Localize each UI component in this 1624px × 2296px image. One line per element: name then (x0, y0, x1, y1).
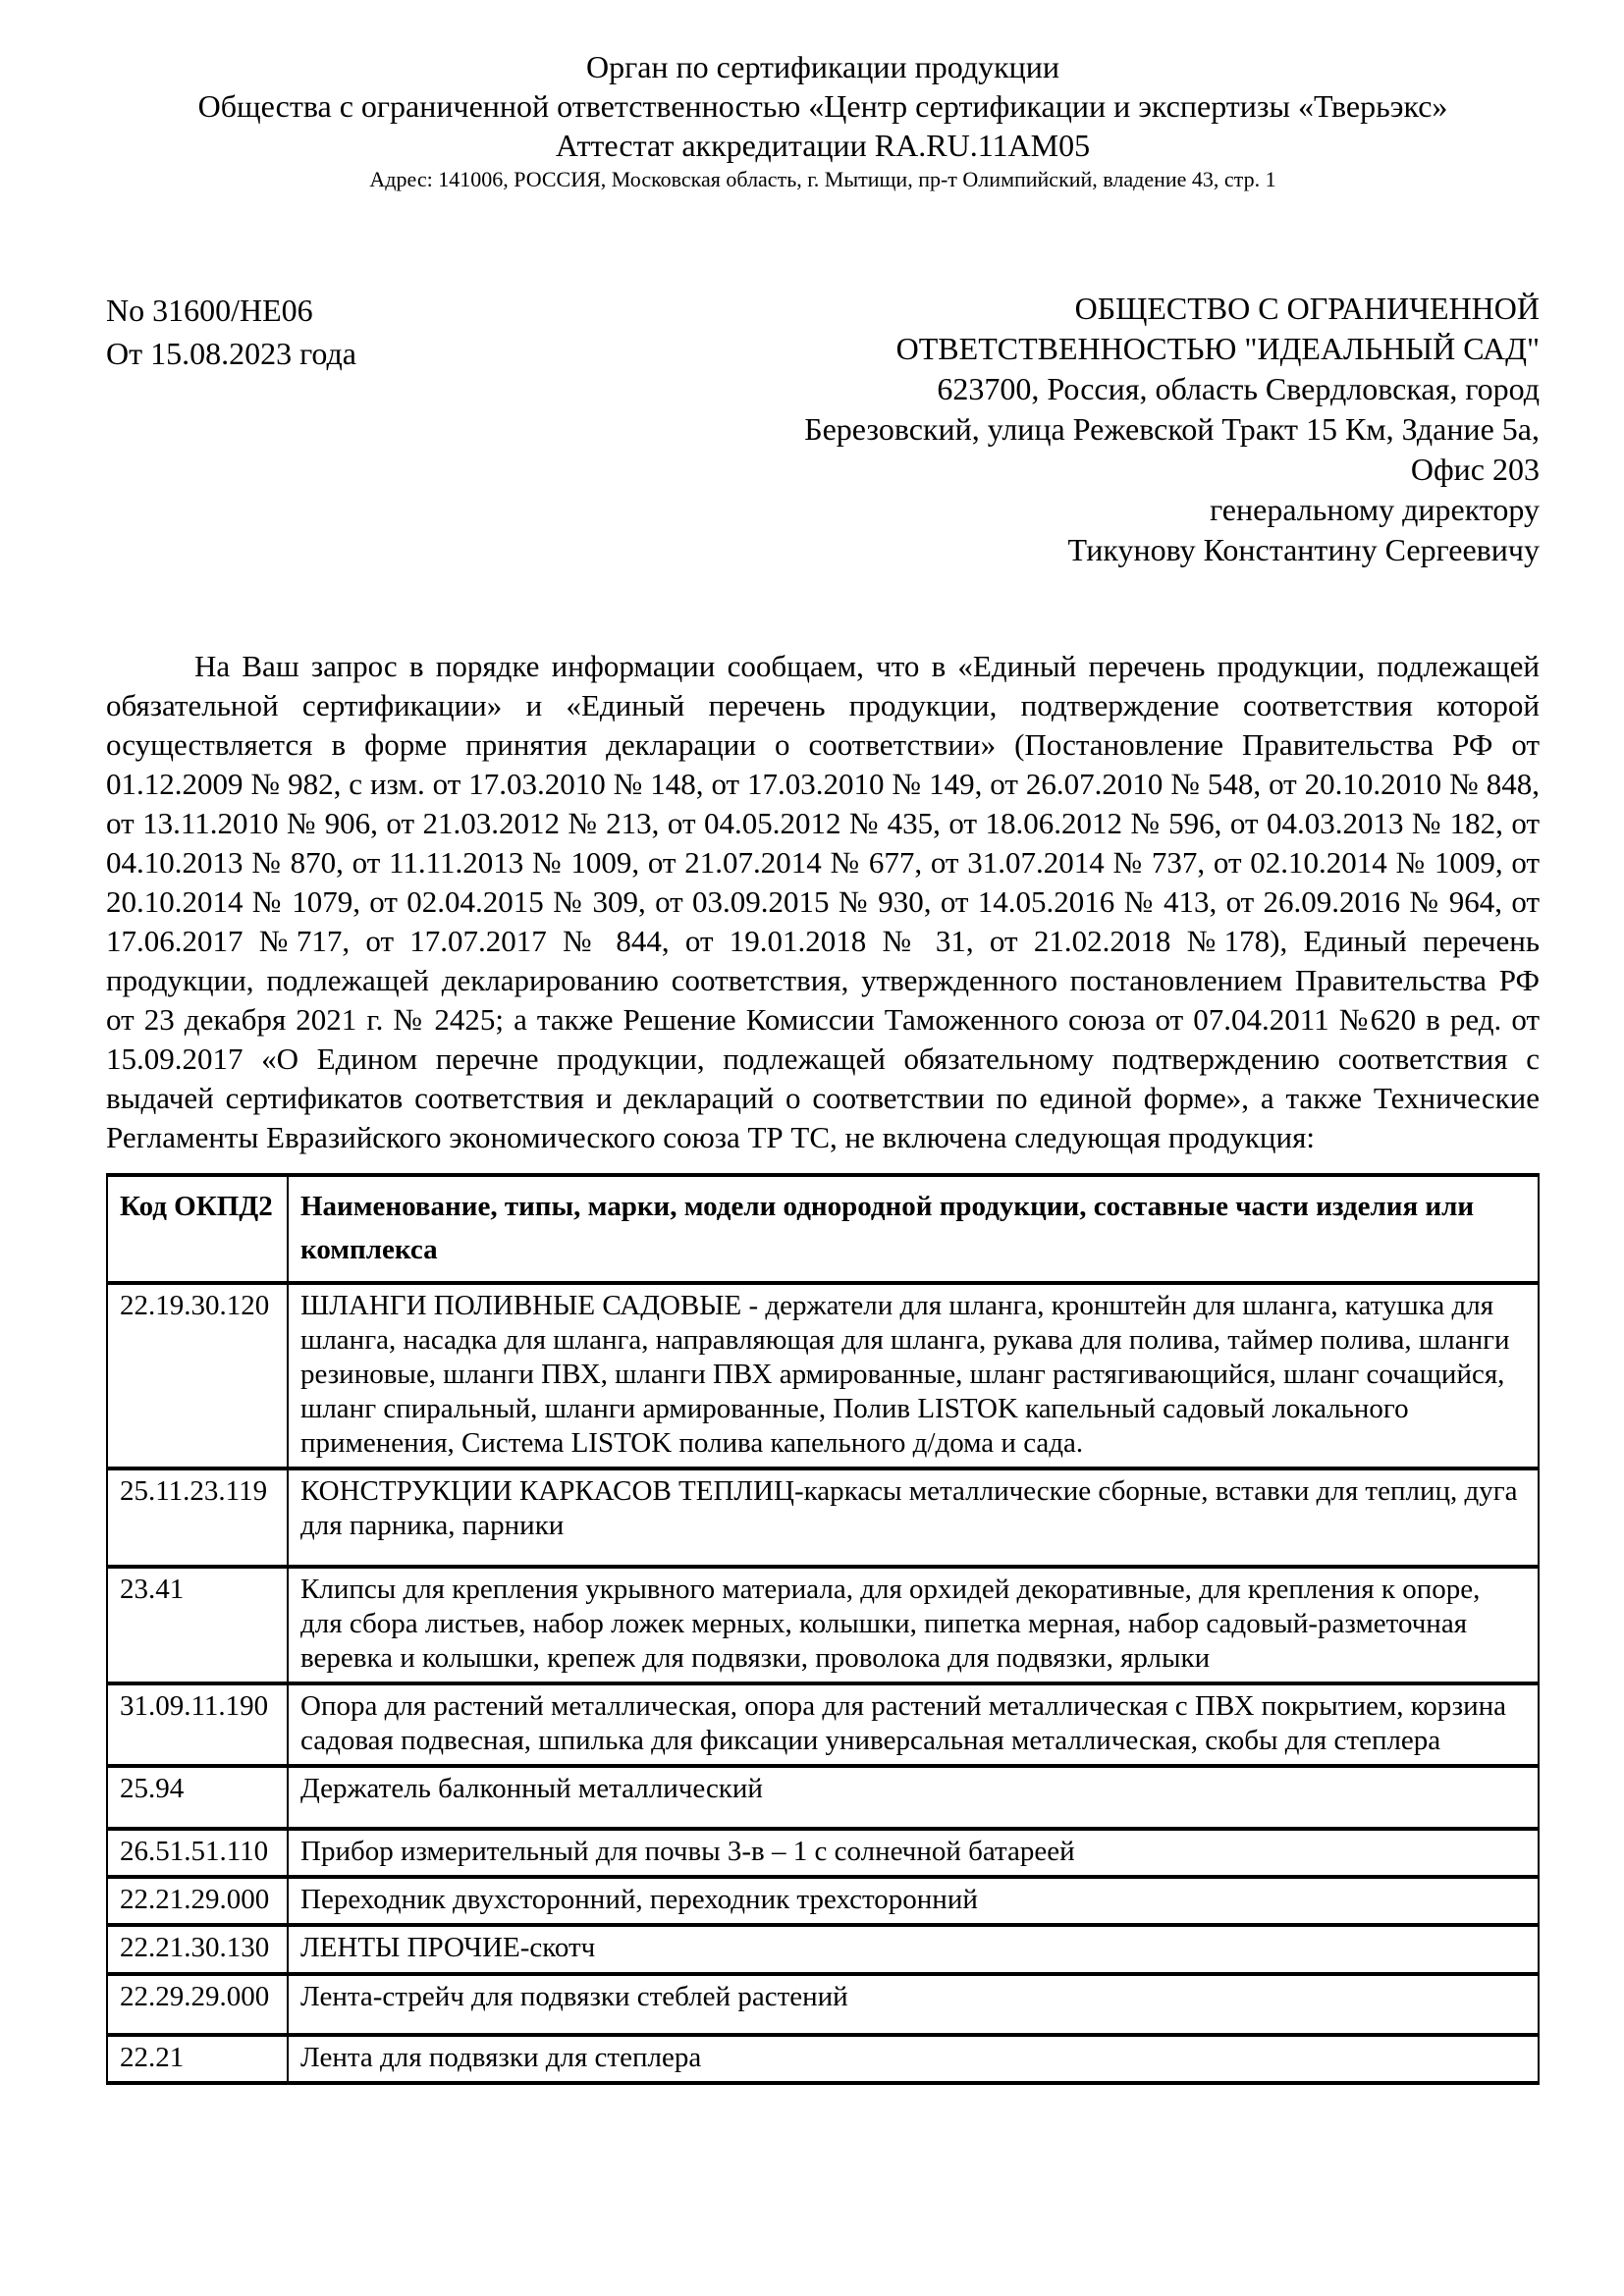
product-name-cell: Лента для подвязки для степлера (288, 2035, 1539, 2083)
okpd-code-cell: 22.21 (107, 2035, 288, 2083)
products-table-head (107, 1175, 1539, 1283)
table-row (107, 1974, 1539, 2035)
product-name-cell: КОНСТРУКЦИИ КАРКАСОВ ТЕПЛИЦ-каркасы металлические сборные, вставки для теплиц, дуга для парника, парники (288, 1468, 1539, 1567)
okpd-code-cell: 26.51.51.110 (107, 1829, 288, 1877)
okpd-code-cell: 22.29.29.000 (107, 1974, 288, 2035)
recipient-line: Офис 203 (1410, 452, 1540, 487)
product-name-header: Наименование, типы, марки, модели однородной продукции, составные части изделия или комплекса (288, 1175, 1539, 1283)
reference-block (106, 289, 356, 570)
recipient-line: Березовский, улица Режевской Тракт 15 Км, Здание 5а, (804, 411, 1540, 447)
table-row (107, 1468, 1539, 1567)
okpd-code-cell: 22.19.30.120 (107, 1283, 288, 1468)
okpd-code-cell: 22.21.29.000 (107, 1877, 288, 1925)
recipient-block (804, 289, 1540, 570)
table-header-row (107, 1175, 1539, 1283)
product-name-cell: Опора для растений металлическая, опора для растений металлическая с ПВХ покрытием, корзина садовая подвесная, шпилька для фиксации универсальная металлическая, скобы для степлера (288, 1683, 1539, 1766)
table-row (107, 2035, 1539, 2083)
recipient-line: генеральному директору (1210, 492, 1540, 527)
product-name-cell: Переходник двухсторонний, переходник трехсторонний (288, 1877, 1539, 1925)
product-name-cell: ЛЕНТЫ ПРОЧИЕ-скотч (288, 1925, 1539, 1974)
recipient-line: ОТВЕТСТВЕННОСТЬЮ "ИДЕАЛЬНЫЙ САД" (895, 331, 1540, 366)
product-name-cell: Держатель балконный металлический (288, 1766, 1539, 1829)
letterhead-address-line: Адрес: 141006, РОССИЯ, Московская область, г. Мытищи, пр-т Олимпийский, владение 43, стр. 1 (369, 167, 1276, 191)
table-row (107, 1877, 1539, 1925)
okpd-code-cell: 23.41 (107, 1567, 288, 1683)
okpd-code-cell: 25.11.23.119 (107, 1468, 288, 1567)
letterhead-org-type: Орган по сертификации продукции (585, 49, 1060, 84)
table-row (107, 1925, 1539, 1974)
body-paragraph: На Ваш запрос в порядке информации сообщаем, что в «Единый перечень продукции, подлежащей обязательной сертификации» и «Единый перечень продукции, подтверждение соответствия которой осуществляется в форме принятия декларации о соответствии» (Постановление Правительства РФ от 01.12.2009 № 982, с изм. от 17.03.2010 № 148, от 17.03.2010 № 149, от 26.07.2010 № 548, от 20.10.2010 № 848, от 13.11.2010 № 906, от 21.03.2012 № 213, от 04.05.2012 № 435, от 18.06.2012 № 596, от 04.03.2013 № 182, от 04.10.2013 № 870, от 11.11.2013 № 1009, от 21.07.2014 № 677, от 31.07.2014 № 737, от 02.10.2014 № 1009, от 20.10.2014 № 1079, от 02.04.2015 № 309, от 03.09.2015 № 930, от 14.05.2016 № 413, от 26.09.2016 № 964, от 17.06.2017 №717, от 17.07.2017 № 844, от 19.01.2018 № 31, от 21.02.2018 №178), Единый перечень продукции, подлежащей декларированию соответствия, утвержденного постановлением Правительства РФ от 23 декабря 2021 г. № 2425; а также Решение Комиссии Таможенного союза от 07.04.2011 №620 в ред. от 15.09.2017 «О Едином перечне продукции, подлежащей обязательному подтверждению соответствия с выдачей сертификатов соответствия и деклараций о соответствии по единой форме», а также Технические Регламенты Евразийского экономического союза ТР ТС, не включена следующая продукция: (106, 649, 1540, 1154)
okpd-code-cell: 22.21.30.130 (107, 1925, 288, 1974)
reference-date: От 15.08.2023 года (106, 336, 356, 371)
recipient-line: 623700, Россия, область Свердловская, город (937, 371, 1540, 406)
table-row (107, 1283, 1539, 1468)
products-table (106, 1173, 1540, 2085)
recipient-line: Тикунову Константину Сергеевичу (1067, 532, 1540, 567)
accreditation-certificate-line: Аттестат аккредитации RA.RU.11АМ05 (555, 128, 1091, 163)
product-name-cell: Лента-стрейч для подвязки стеблей растений (288, 1974, 1539, 2035)
table-row (107, 1829, 1539, 1877)
okpd-code-cell: 31.09.11.190 (107, 1683, 288, 1766)
table-row (107, 1683, 1539, 1766)
product-name-cell: Клипсы для крепления укрывного материала, для орхидей декоративные, для крепления к опоре, для сбора листьев, набор ложек мерных, колышки, пипетка мерная, набор садовый-разметочная веревка и колышки, крепеж для подвязки, проволока для подвязки, ярлыки (288, 1567, 1539, 1683)
reference-recipient-row (106, 289, 1540, 570)
letterhead-org-name: Общества с ограниченной ответственностью «Центр сертификации и экспертизы «Тверьэкс» (197, 88, 1448, 124)
okpd-code-header: Код ОКПД2 (107, 1175, 288, 1283)
table-row (107, 1567, 1539, 1683)
product-name-cell: Прибор измерительный для почвы 3-в – 1 с солнечной батареей (288, 1829, 1539, 1877)
okpd-code-cell: 25.94 (107, 1766, 288, 1829)
product-name-cell: ШЛАНГИ ПОЛИВНЫЕ САДОВЫЕ - держатели для шланга, кронштейн для шланга, катушка для шланга, насадка для шланга, направляющая для шланга, рукава для полива, таймер полива, шланги резиновые, шланги ПВХ, шланги ПВХ армированные, шланг растягивающийся, шланг сочащийся, шланг спиральный, шланги армированные, Полив LISTOK капельный садовый локального применения, Система LISTOK полива капельного д/дома и сада. (288, 1283, 1539, 1468)
table-row (107, 1766, 1539, 1829)
certification-body-letterhead (106, 47, 1540, 194)
products-table-body (107, 1283, 1539, 2083)
reference-number: No 31600/НЕ06 (106, 293, 313, 328)
recipient-line: ОБЩЕСТВО С ОГРАНИЧЕННОЙ (1074, 291, 1540, 326)
